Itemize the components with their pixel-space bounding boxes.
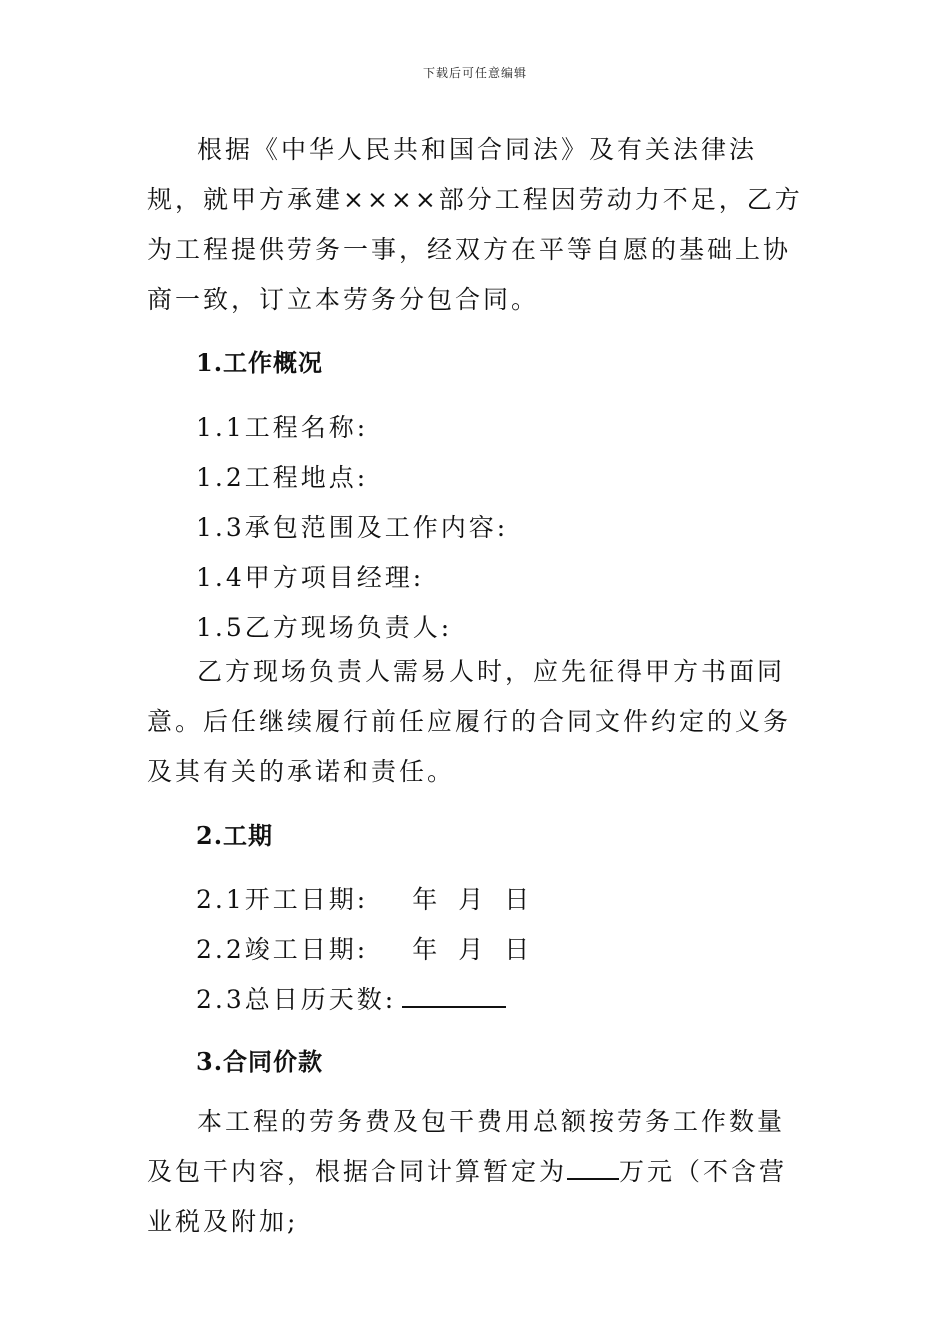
start-date-year: 年 — [412, 885, 441, 914]
end-date-label: 2.2竣工日期: — [196, 935, 369, 964]
item-scope: 1.3承包范围及工作内容: — [196, 513, 509, 542]
end-date-year: 年 — [412, 935, 441, 964]
start-date-row — [196, 880, 532, 916]
contract-price-text-2: 万元（不含营业税及附加; — [147, 1157, 788, 1236]
section-2-heading: 2.工期 — [196, 821, 274, 850]
section-3-heading: 3.合同价款 — [196, 1047, 324, 1076]
lead-replacement-note: 乙方现场负责人需易人时，应先征得甲方书面同意。后任继续履行前任应履行的合同文件约定的义务及其有关的承诺和责任。 — [147, 657, 792, 786]
item-party-a-manager: 1.4甲方项目经理: — [196, 563, 425, 592]
intro-paragraph: 根据《中华人民共和国合同法》及有关法律法规，就甲方承建××××部分工程因劳动力不足，乙方为工程提供劳务一事，经双方在平等自愿的基础上协商一致，订立本劳务分包合同。 — [147, 135, 803, 314]
start-date-label: 2.1开工日期: — [196, 885, 369, 914]
end-date-row — [196, 930, 532, 966]
contract-price-blank — [567, 1156, 619, 1180]
contract-price-text-1: 本工程的劳务费及包干费用总额按劳务工作数量及包干内容，根据合同计算暂定为 — [147, 1107, 786, 1186]
item-project-name: 1.1工程名称: — [196, 413, 369, 442]
section-1-heading: 1.工作概况 — [196, 348, 324, 377]
item-project-location: 1.2工程地点: — [196, 463, 369, 492]
item-party-b-lead: 1.5乙方现场负责人: — [196, 613, 453, 642]
end-date-month: 月 — [458, 935, 487, 964]
page-header-note: 下载后可任意编辑 — [422, 66, 527, 80]
total-days-row — [196, 980, 506, 1016]
end-date-day: 日 — [504, 935, 533, 964]
total-days-blank — [402, 984, 506, 1008]
start-date-month: 月 — [458, 885, 487, 914]
contract-price-paragraph — [147, 1097, 807, 1247]
start-date-day: 日 — [504, 885, 533, 914]
total-days-label: 2.3总日历天数: — [196, 985, 397, 1014]
